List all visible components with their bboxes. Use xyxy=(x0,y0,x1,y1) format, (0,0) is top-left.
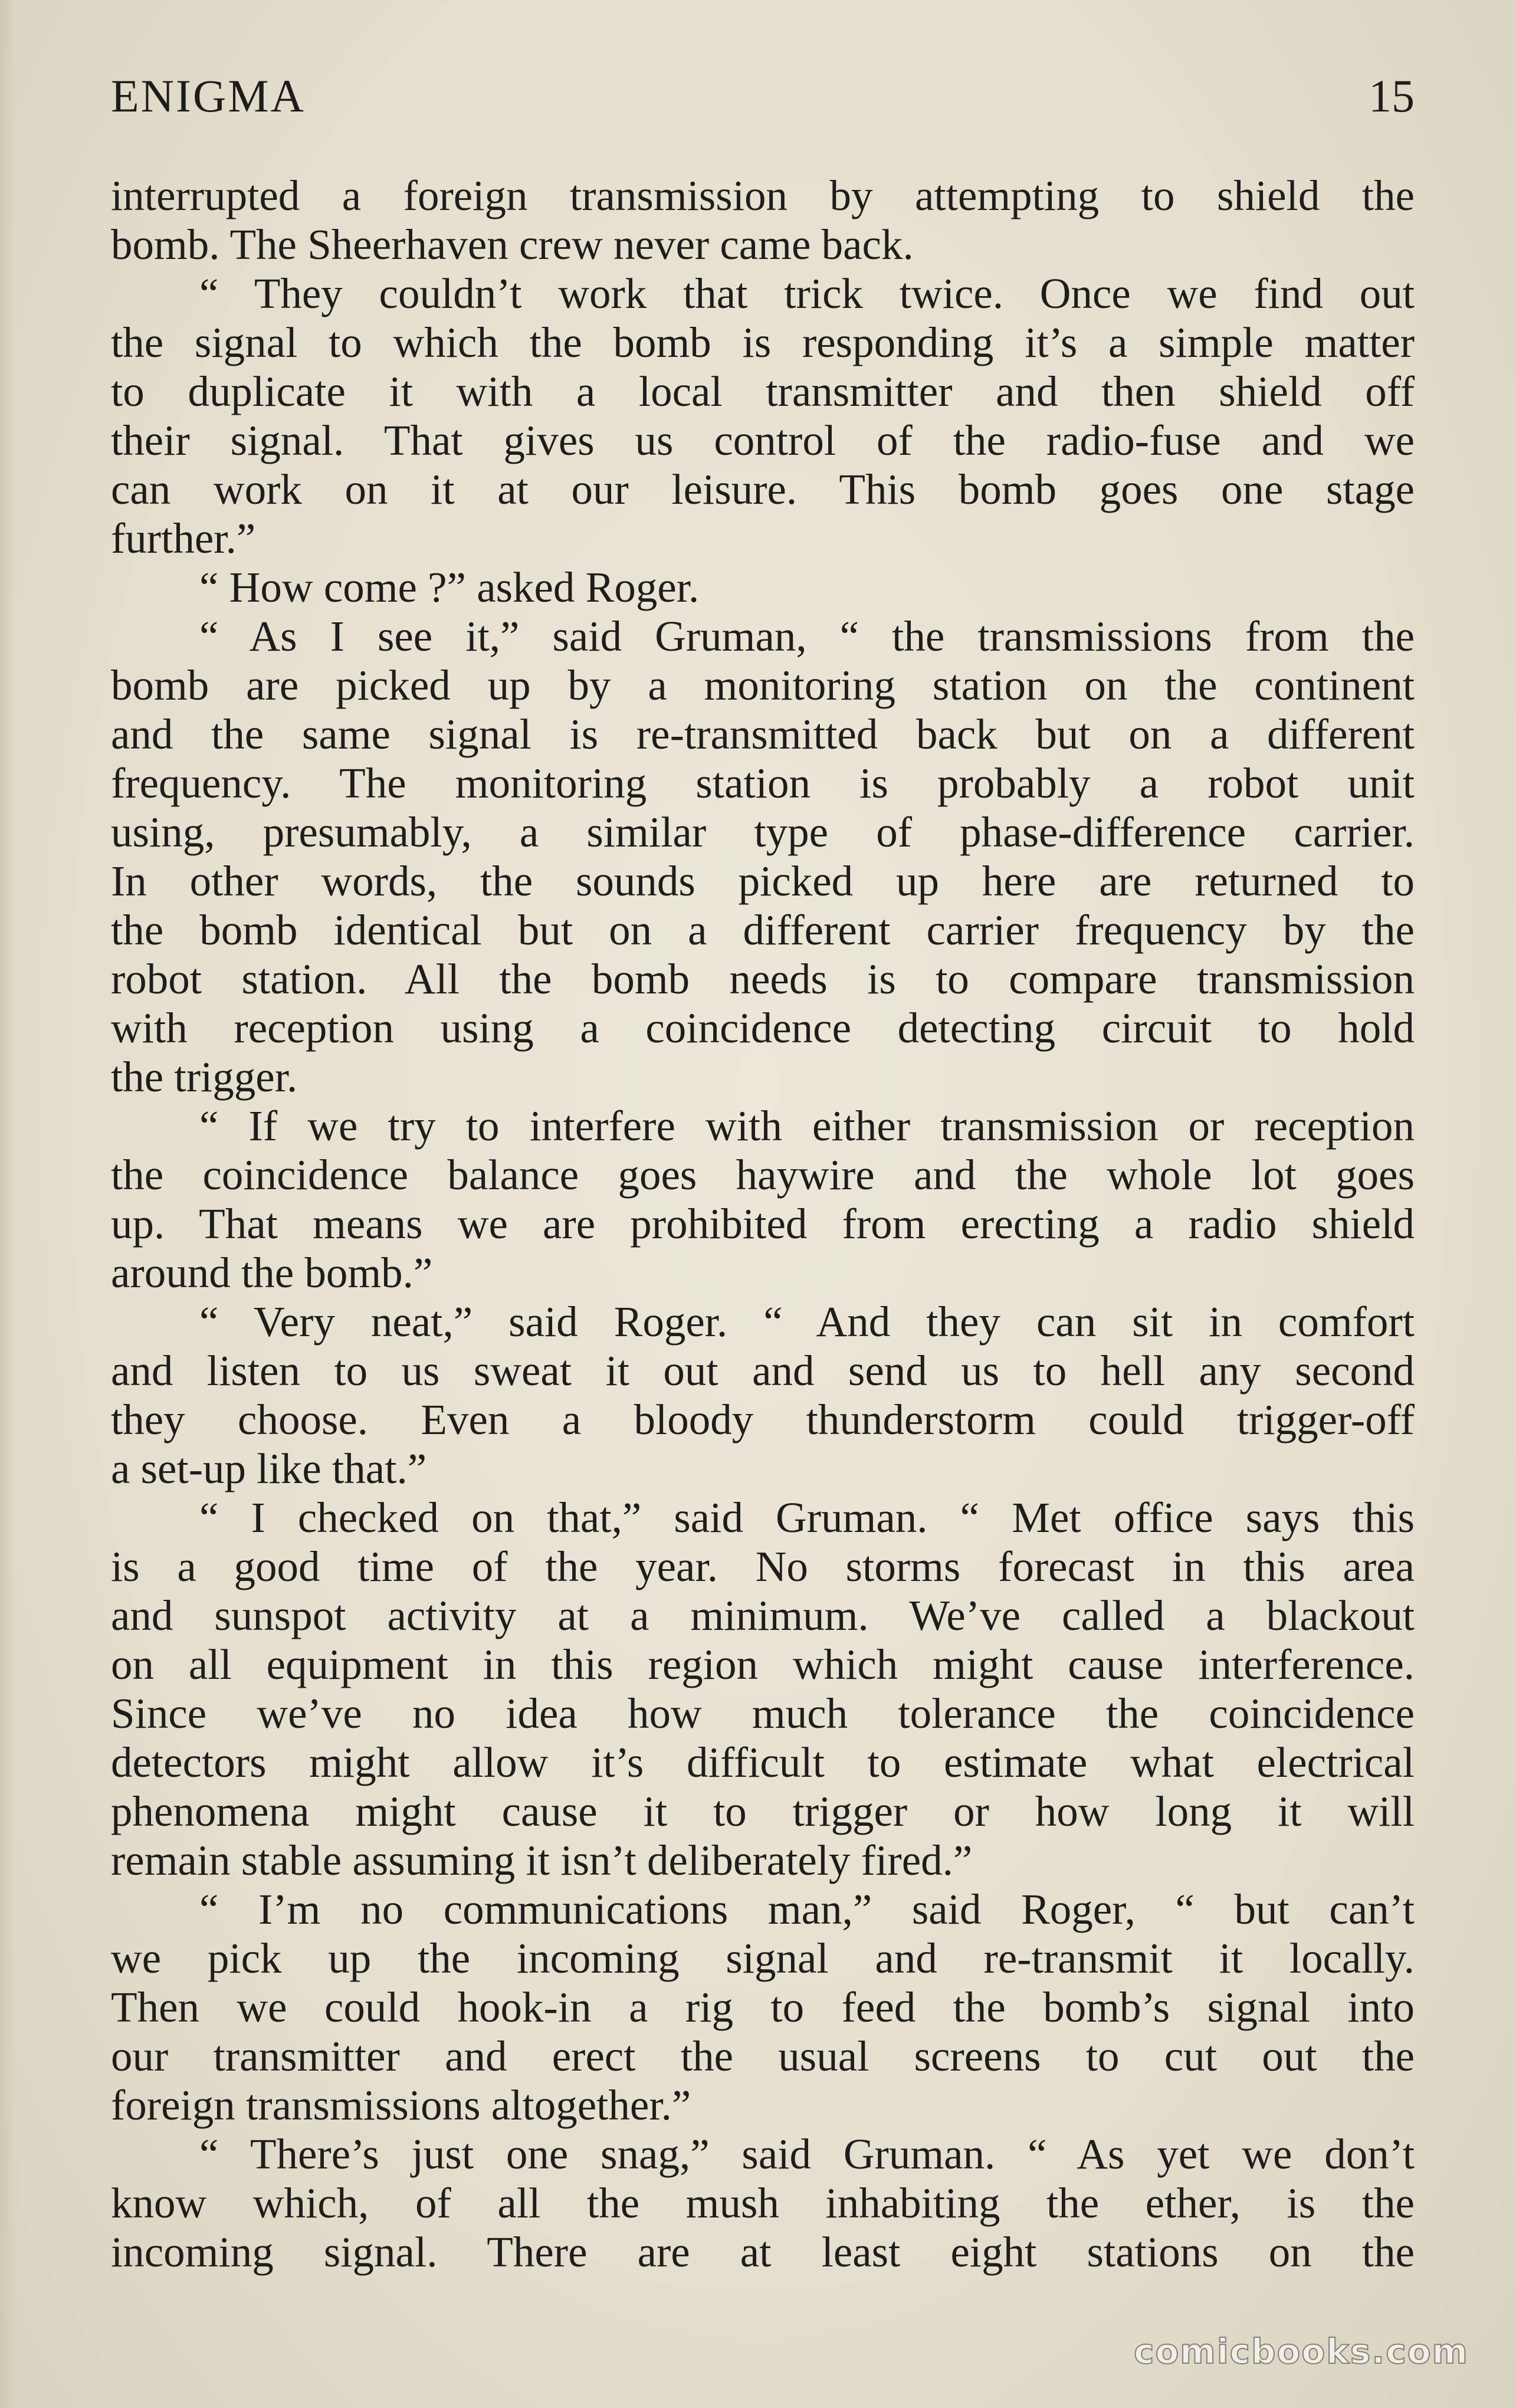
text-line: incoming signal. There are at least eight stations on the xyxy=(111,2228,1415,2276)
text-line: we pick up the incoming signal and re-transmit it locally. xyxy=(111,1934,1415,1982)
text-line: using, presumably, a similar type of phase-difference carrier. xyxy=(111,808,1415,856)
text-line: is a good time of the year. No storms forecast in this area xyxy=(111,1543,1415,1590)
text-line: Since we’ve no idea how much tolerance the coincidence xyxy=(111,1689,1415,1737)
text-line: frequency. The monitoring station is probably a robot unit xyxy=(111,759,1415,807)
text-line: and listen to us sweat it out and send us to hell any second xyxy=(111,1347,1415,1395)
text-line: “ If we try to interfere with either transmission or reception xyxy=(199,1102,1415,1150)
text-line: interrupted a foreign transmission by attempting to shield the xyxy=(111,172,1415,219)
text-line: “ Very neat,” said Roger. “ And they can sit in comfort xyxy=(199,1298,1415,1346)
text-line: and the same signal is re-transmitted back but on a different xyxy=(111,710,1415,758)
text-line: the signal to which the bomb is responding it’s a simple matter xyxy=(111,319,1415,366)
text-line: their signal. That gives us control of the radio-fuse and we xyxy=(111,416,1415,464)
text-line: to duplicate it with a local transmitter and then shield off xyxy=(111,368,1415,415)
text-line: “ They couldn’t work that trick twice. Once we find out xyxy=(199,270,1415,317)
text-line: robot station. All the bomb needs is to compare transmission xyxy=(111,955,1415,1003)
text-line: the coincidence balance goes haywire and the whole lot goes xyxy=(111,1151,1415,1199)
page-number: 15 xyxy=(1369,70,1415,122)
page-header xyxy=(111,70,1415,129)
text-line: remain stable assuming it isn’t deliberately fired.” xyxy=(111,1836,973,1884)
text-line: “ How come ?” asked Roger. xyxy=(199,563,700,611)
text-line: In other words, the sounds picked up here are returned to xyxy=(111,857,1415,905)
text-line: “ I checked on that,” said Gruman. “ Met office says this xyxy=(199,1494,1415,1541)
text-line: “ There’s just one snag,” said Gruman. “ As yet we don’t xyxy=(199,2130,1415,2178)
body-text xyxy=(111,171,1415,2276)
text-line: phenomena might cause it to trigger or how long it will xyxy=(111,1787,1415,1835)
text-line: the bomb identical but on a different carrier frequency by the xyxy=(111,906,1415,954)
text-line: “ As I see it,” said Gruman, “ the transmissions from the xyxy=(199,612,1415,660)
text-line: up. That means we are prohibited from erecting a radio shield xyxy=(111,1200,1415,1248)
text-line: our transmitter and erect the usual screens to cut out the xyxy=(111,2032,1415,2080)
text-line: Then we could hook-in a rig to feed the bomb’s signal into xyxy=(111,1983,1415,2031)
text-line: the trigger. xyxy=(111,1053,298,1101)
text-line: foreign transmissions altogether.” xyxy=(111,2081,691,2129)
text-line: around the bomb.” xyxy=(111,1249,433,1297)
text-line: with reception using a coincidence detecting circuit to hold xyxy=(111,1004,1415,1052)
text-line: a set-up like that.” xyxy=(111,1445,427,1492)
text-line: “ I’m no communications man,” said Roger, “ but can’t xyxy=(199,1885,1415,1933)
text-line: further.” xyxy=(111,514,256,562)
text-line: they choose. Even a bloody thunderstorm could trigger-off xyxy=(111,1396,1415,1444)
text-line: on all equipment in this region which might cause interference. xyxy=(111,1641,1415,1688)
text-line: detectors might allow it’s difficult to estimate what electrical xyxy=(111,1738,1415,1786)
watermark: comicbooks.com xyxy=(1134,2331,1469,2371)
text-line: can work on it at our leisure. This bomb goes one stage xyxy=(111,465,1415,513)
running-head: ENIGMA xyxy=(111,70,306,122)
text-line: know which, of all the mush inhabiting the ether, is the xyxy=(111,2179,1415,2227)
text-line: bomb. The Sheerhaven crew never came back. xyxy=(111,221,914,268)
text-line: and sunspot activity at a minimum. We’ve called a blackout xyxy=(111,1592,1415,1639)
text-line: bomb are picked up by a monitoring station on the continent xyxy=(111,661,1415,709)
